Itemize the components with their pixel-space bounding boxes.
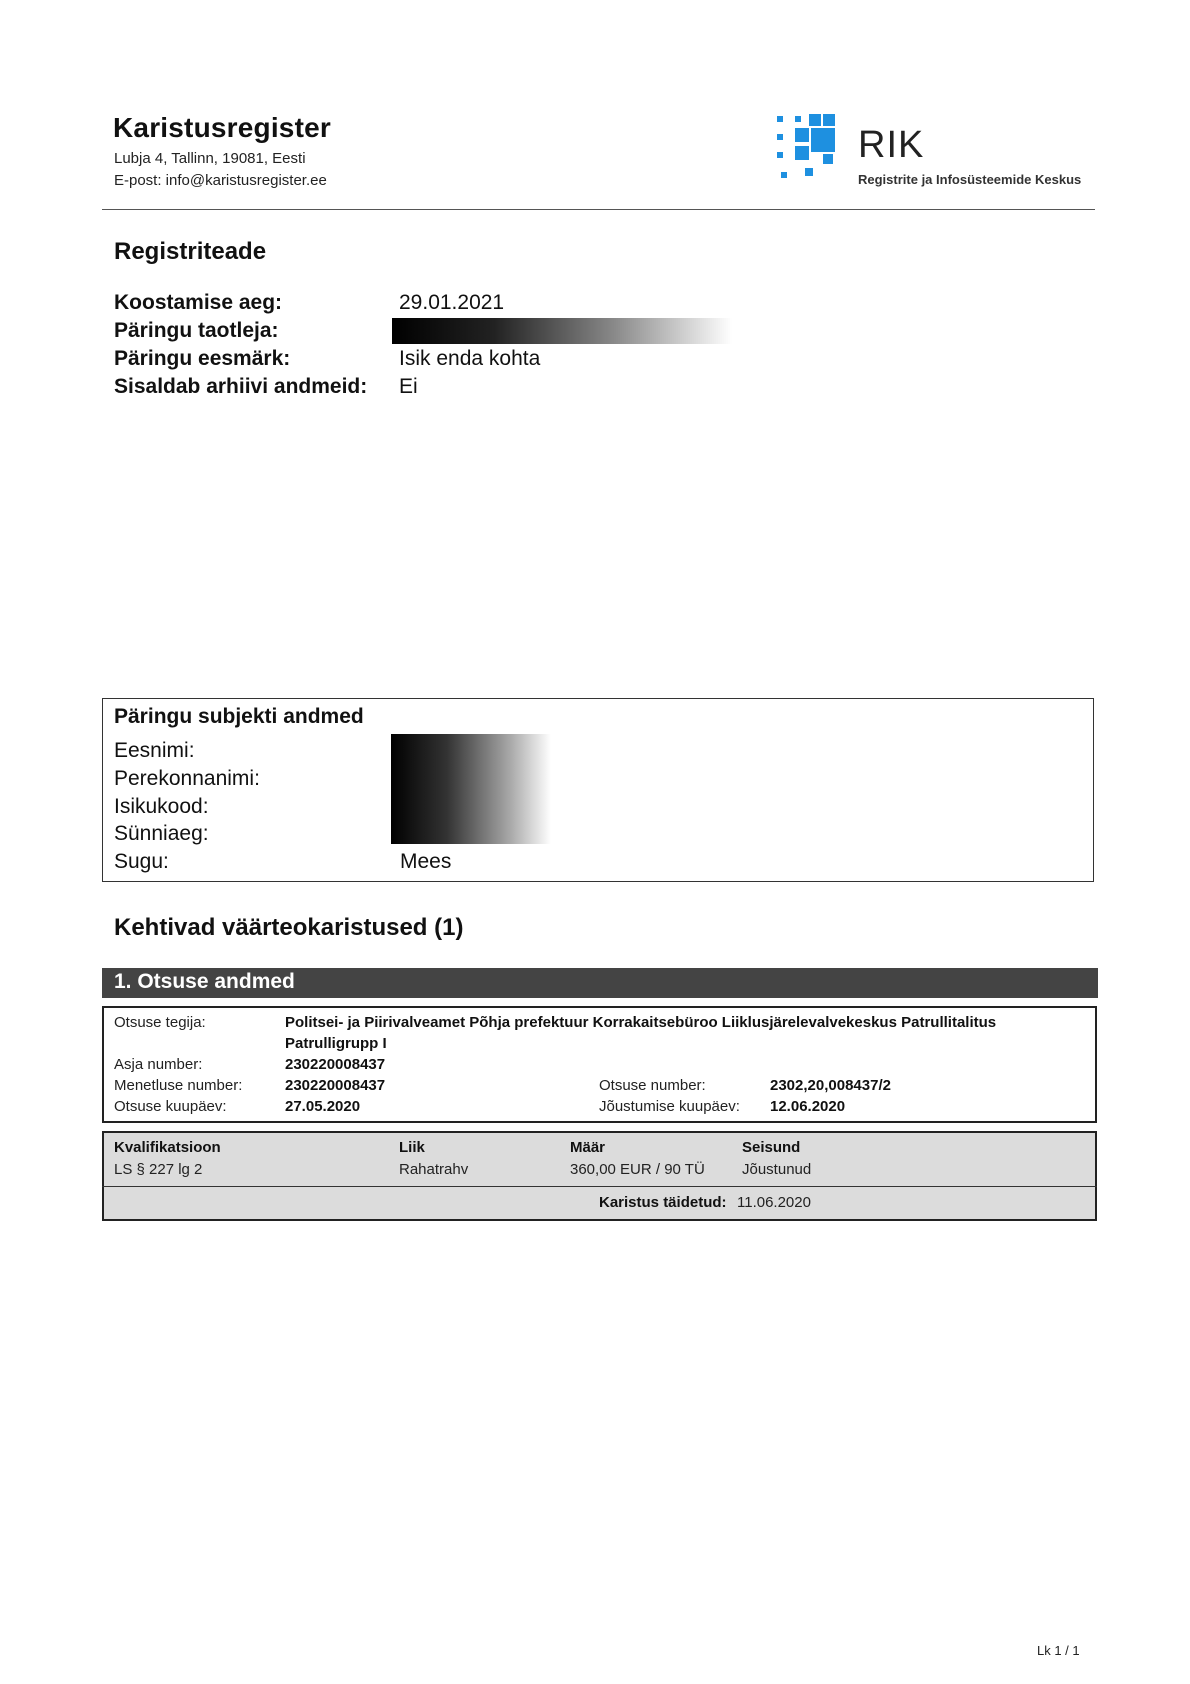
proceeding-label: Menetluse number: — [114, 1077, 243, 1094]
effective-date-value: 12.06.2020 — [770, 1098, 846, 1115]
rik-logo-icon — [775, 112, 855, 186]
case-label: Asja number: — [114, 1056, 203, 1073]
cell-type: Rahatrahv — [399, 1161, 469, 1178]
logo-name: RIK — [858, 124, 925, 166]
col-status: Seisund — [742, 1139, 801, 1156]
purpose-label: Päringu eesmärk: — [114, 347, 291, 370]
header-divider — [102, 209, 1095, 210]
requester-redaction — [392, 318, 732, 344]
col-amount: Määr — [570, 1139, 606, 1156]
archive-value: Ei — [399, 375, 418, 398]
decision-number-label: Otsuse number: — [599, 1077, 706, 1094]
gender-label: Sugu: — [114, 850, 169, 873]
maker-value-line2: Patrulligrupp I — [285, 1035, 387, 1052]
cell-amount: 360,00 EUR / 90 TÜ — [570, 1161, 705, 1178]
compiled-label: Koostamise aeg: — [114, 291, 283, 314]
last-name-label: Perekonnanimi: — [114, 767, 260, 790]
decision-date-label: Otsuse kuupäev: — [114, 1098, 227, 1115]
penalties-heading: Kehtivad väärteokaristused (1) — [114, 914, 464, 941]
registry-title: Karistusregister — [113, 112, 331, 143]
page-number: Lk 1 / 1 — [1037, 1643, 1080, 1658]
proceeding-value: 230220008437 — [285, 1077, 386, 1094]
subject-redaction — [391, 734, 551, 844]
cell-qualification: LS § 227 lg 2 — [114, 1161, 203, 1178]
decision-bar-title: 1. Otsuse andmed — [114, 970, 295, 993]
completed-value: 11.06.2020 — [737, 1194, 811, 1211]
cell-status: Jõustunud — [742, 1161, 812, 1178]
gender-value: Mees — [400, 850, 452, 873]
registry-email: E-post: info@karistusregister.ee — [114, 172, 327, 189]
decision-number-value: 2302,20,008437/2 — [770, 1077, 891, 1094]
penalty-divider — [102, 1186, 1097, 1187]
completed-label: Karistus täidetud: — [599, 1194, 727, 1211]
case-value: 230220008437 — [285, 1056, 386, 1073]
subject-title: Päringu subjekti andmed — [114, 705, 364, 728]
col-type: Liik — [399, 1139, 425, 1156]
maker-value-line1: Politsei- ja Piirivalveamet Põhja prefektuur Korrakaitsebüroo Liiklusjärelevalvekeskus Patrullitalitus — [285, 1014, 997, 1031]
id-code-label: Isikukood: — [114, 795, 209, 818]
requester-label: Päringu taotleja: — [114, 319, 279, 342]
archive-label: Sisaldab arhiivi andmeid: — [114, 375, 368, 398]
maker-label: Otsuse tegija: — [114, 1014, 206, 1031]
purpose-value: Isik enda kohta — [399, 347, 541, 370]
logo-subtitle: Registrite ja Infosüsteemide Keskus — [858, 172, 1082, 187]
first-name-label: Eesnimi: — [114, 739, 195, 762]
registry-address: Lubja 4, Tallinn, 19081, Eesti — [114, 150, 306, 167]
decision-date-value: 27.05.2020 — [285, 1098, 361, 1115]
notice-title: Registriteade — [114, 238, 267, 265]
col-qualification: Kvalifikatsioon — [114, 1139, 221, 1156]
compiled-value: 29.01.2021 — [399, 291, 505, 314]
birth-date-label: Sünniaeg: — [114, 822, 209, 845]
effective-date-label: Jõustumise kuupäev: — [599, 1098, 740, 1115]
